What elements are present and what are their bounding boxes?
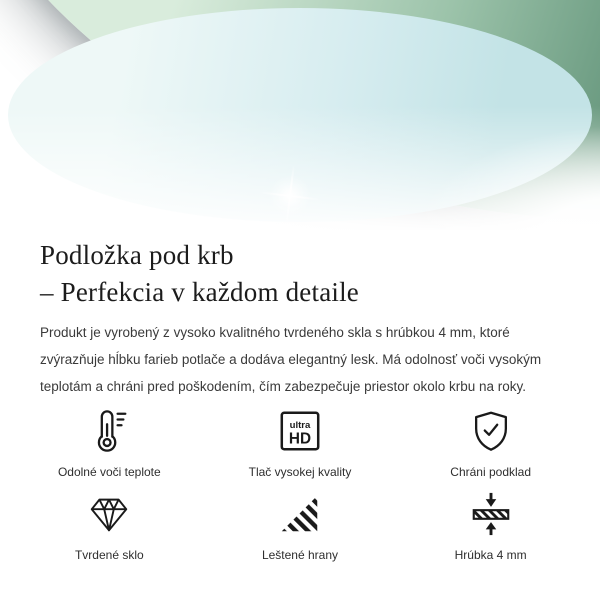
features-grid xyxy=(0,408,600,562)
shield-check-icon xyxy=(468,408,514,454)
diamond-icon xyxy=(86,491,132,537)
feature-item-print-quality xyxy=(205,408,396,479)
page-title-line2: – Perfekcia v každom detaile xyxy=(40,277,359,307)
ultra-hd-icon-text-large: HD xyxy=(288,430,312,448)
thickness-icon xyxy=(468,491,514,537)
feature-item-thickness xyxy=(395,491,586,562)
feature-label: Hrúbka 4 mm xyxy=(454,548,527,562)
feature-label: Tlač vysokej kvality xyxy=(248,465,352,479)
hero-product-image xyxy=(0,0,600,230)
glass-panel-artwork xyxy=(8,8,592,222)
page-title-line1: Podložka pod krb xyxy=(40,240,234,270)
feature-label: Odolné voči teplote xyxy=(57,465,161,479)
page-title xyxy=(40,237,560,311)
polished-edges-icon xyxy=(277,491,323,537)
feature-item-heat-resistant xyxy=(14,408,205,479)
ultra-hd-icon xyxy=(277,408,323,454)
feature-label: Tvrdené sklo xyxy=(74,548,144,562)
feature-item-tempered-glass xyxy=(14,491,205,562)
ultra-hd-icon-text-small: ultra xyxy=(289,420,311,432)
feature-label: Leštené hrany xyxy=(261,548,339,562)
feature-item-protects-surface xyxy=(395,408,586,479)
feature-label: Chráni podklad xyxy=(450,465,532,479)
thermometer-icon xyxy=(86,408,132,454)
product-info-section xyxy=(0,237,600,400)
feature-item-polished-edges xyxy=(205,491,396,562)
product-description: Produkt je vyrobený z vysoko kvalitného tvrdeného skla s hrúbkou 4 mm, ktoré zvýrazňuje hĺbku farieb potlače a dodáva elegantný lesk. Má odolnosť voči vysokým teplotám a chráni pred poškodením, čím zabezpečuje priestor okolo krbu na roky. xyxy=(40,325,542,394)
